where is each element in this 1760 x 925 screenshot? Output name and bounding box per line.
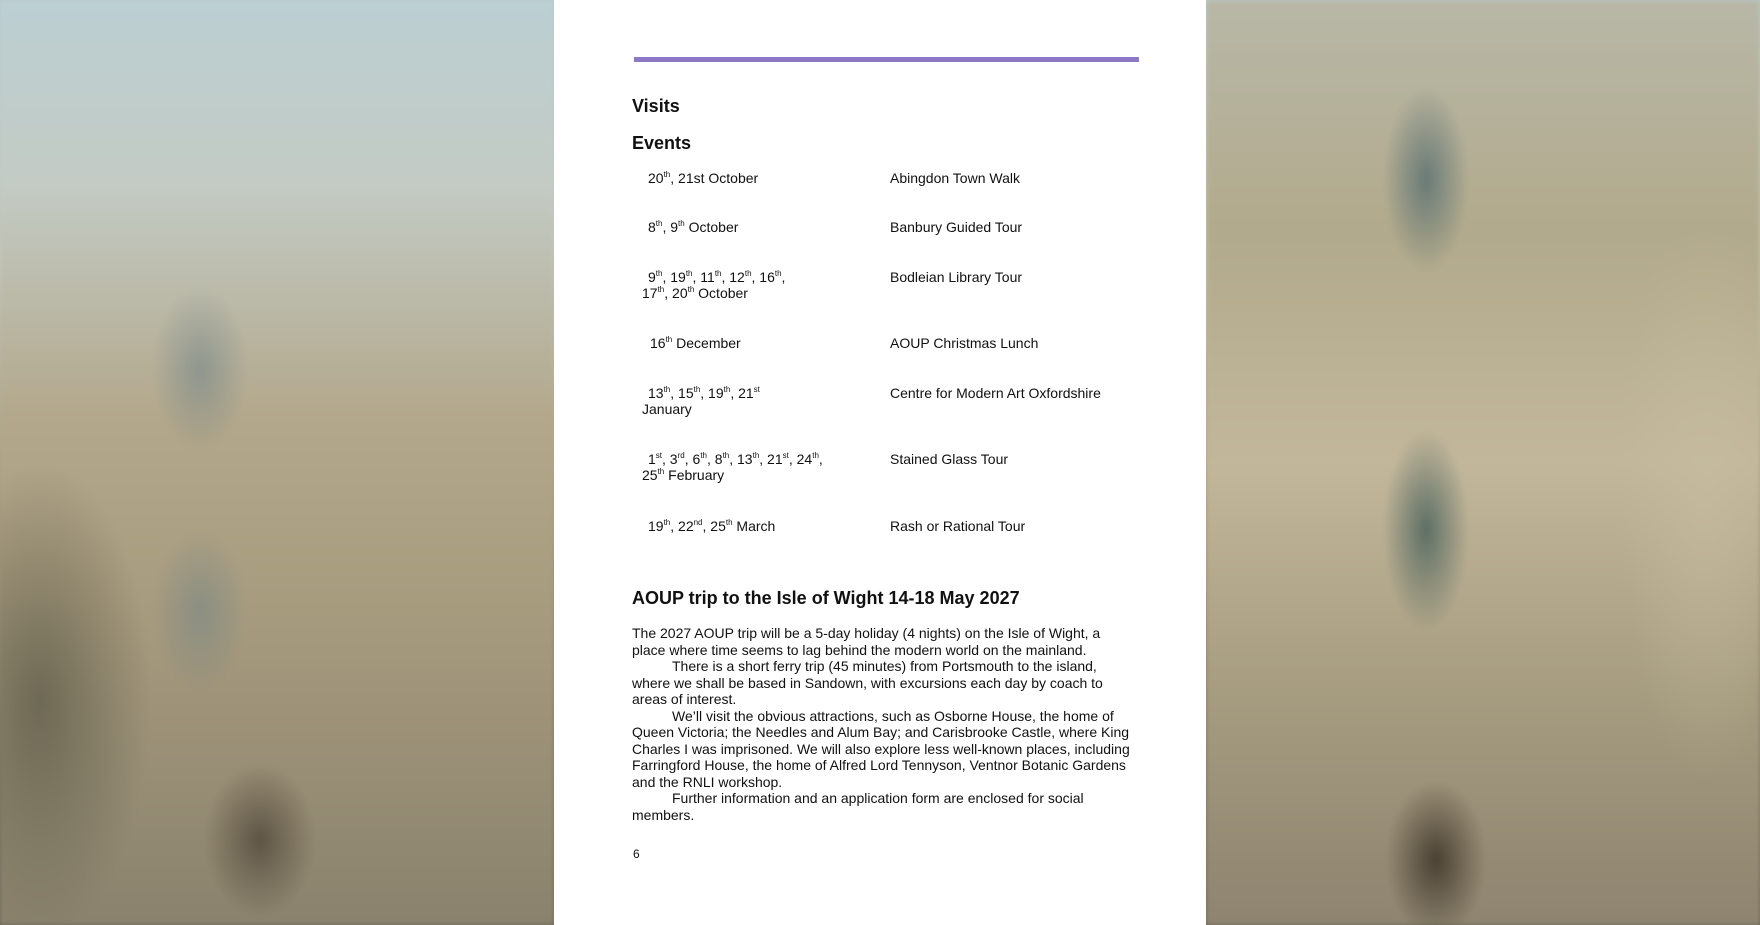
section-title-visits: Visits xyxy=(632,96,680,116)
event-date-line: 9th, 19th, 11th, 12th, 16th, xyxy=(648,269,786,285)
event-name: Rash or Rational Tour xyxy=(890,518,1026,534)
event-name: Stained Glass Tour xyxy=(890,451,1009,467)
ordinal-suffix: th xyxy=(693,385,701,394)
event-date xyxy=(642,269,786,301)
ordinal-suffix: th xyxy=(655,219,663,228)
event-date xyxy=(648,170,758,186)
ordinal-suffix: nd xyxy=(693,518,703,527)
event-date xyxy=(642,451,823,483)
trip-paragraph: There is a short ferry trip (45 minutes) from Portsmouth to the island, where we shall be based in Sandown, with excursions each day by coach to areas of interest. xyxy=(632,658,1103,707)
trip-description xyxy=(632,625,1132,823)
ordinal-suffix: th xyxy=(657,467,665,476)
event-name: Banbury Guided Tour xyxy=(890,219,1023,235)
ordinal-suffix: th xyxy=(744,269,752,278)
ordinal-suffix: th xyxy=(657,285,665,294)
ordinal-suffix: th xyxy=(663,385,671,394)
ordinal-suffix: st xyxy=(655,451,663,460)
event-date-line: January xyxy=(642,401,692,417)
page-number: 6 xyxy=(633,847,640,861)
ordinal-suffix: th xyxy=(685,269,693,278)
event-date xyxy=(650,335,741,351)
ordinal-suffix: th xyxy=(655,269,663,278)
ordinal-suffix: th xyxy=(714,269,722,278)
ordinal-suffix: th xyxy=(723,385,731,394)
section-title-events: Events xyxy=(632,133,692,153)
ordinal-suffix: th xyxy=(700,451,707,460)
event-date xyxy=(642,385,760,417)
ordinal-suffix: th xyxy=(812,451,819,460)
document-page xyxy=(554,0,1206,925)
ordinal-suffix: th xyxy=(722,451,730,460)
ordinal-suffix: st xyxy=(782,451,789,460)
event-date-line: 25th February xyxy=(642,467,725,483)
trip-paragraph: Further information and an application form are enclosed for social members. xyxy=(632,790,1084,823)
event-date-line: 1st, 3rd, 6th, 8th, 13th, 21st, 24th, xyxy=(648,451,823,467)
background-blurred-right xyxy=(1206,0,1760,925)
ordinal-suffix: th xyxy=(725,518,733,527)
trip-heading: AOUP trip to the Isle of Wight 14-18 May 2027 xyxy=(632,588,1020,608)
header-rule xyxy=(634,57,1139,62)
event-name: AOUP Christmas Lunch xyxy=(890,335,1039,351)
event-date-line: 16th December xyxy=(650,335,741,351)
trip-paragraph: We’ll visit the obvious attractions, such as Osborne House, the home of Queen Victoria; the Needles and Alum Bay; and Carisbrooke Castle, where King Charles I was imprisoned. We will also explore less well-known places, including Farringford House, the home of Alfred Lord Tennyson, Ventnor Botanic Gardens and the RNLI workshop. xyxy=(632,707,1130,790)
ordinal-suffix: th xyxy=(678,219,685,228)
event-date-line: 8th, 9th October xyxy=(648,219,739,235)
ordinal-suffix: th xyxy=(663,170,671,179)
ordinal-suffix: st xyxy=(753,385,760,394)
trip-paragraph: The 2027 AOUP trip will be a 5-day holiday (4 nights) on the Isle of Wight, a place where time seems to lag behind the modern world on the mainland. xyxy=(632,625,1101,658)
event-name: Centre for Modern Art Oxfordshire xyxy=(890,385,1101,401)
background-blurred-left xyxy=(0,0,554,925)
ordinal-suffix: th xyxy=(663,518,671,527)
event-date-line: 19th, 22nd, 25th March xyxy=(648,518,776,534)
ordinal-suffix: th xyxy=(752,451,760,460)
event-date-line: 20th, 21st October xyxy=(648,170,759,186)
ordinal-suffix: th xyxy=(687,285,695,294)
event-date xyxy=(648,518,775,534)
event-date-line: 13th, 15th, 19th, 21st xyxy=(648,385,760,401)
event-name: Abingdon Town Walk xyxy=(890,170,1020,186)
ordinal-suffix: rd xyxy=(677,451,685,460)
event-name: Bodleian Library Tour xyxy=(890,269,1023,285)
event-date-line: 17th, 20th October xyxy=(642,285,748,301)
ordinal-suffix: th xyxy=(774,269,782,278)
event-date xyxy=(648,219,738,235)
ordinal-suffix: th xyxy=(665,335,673,344)
